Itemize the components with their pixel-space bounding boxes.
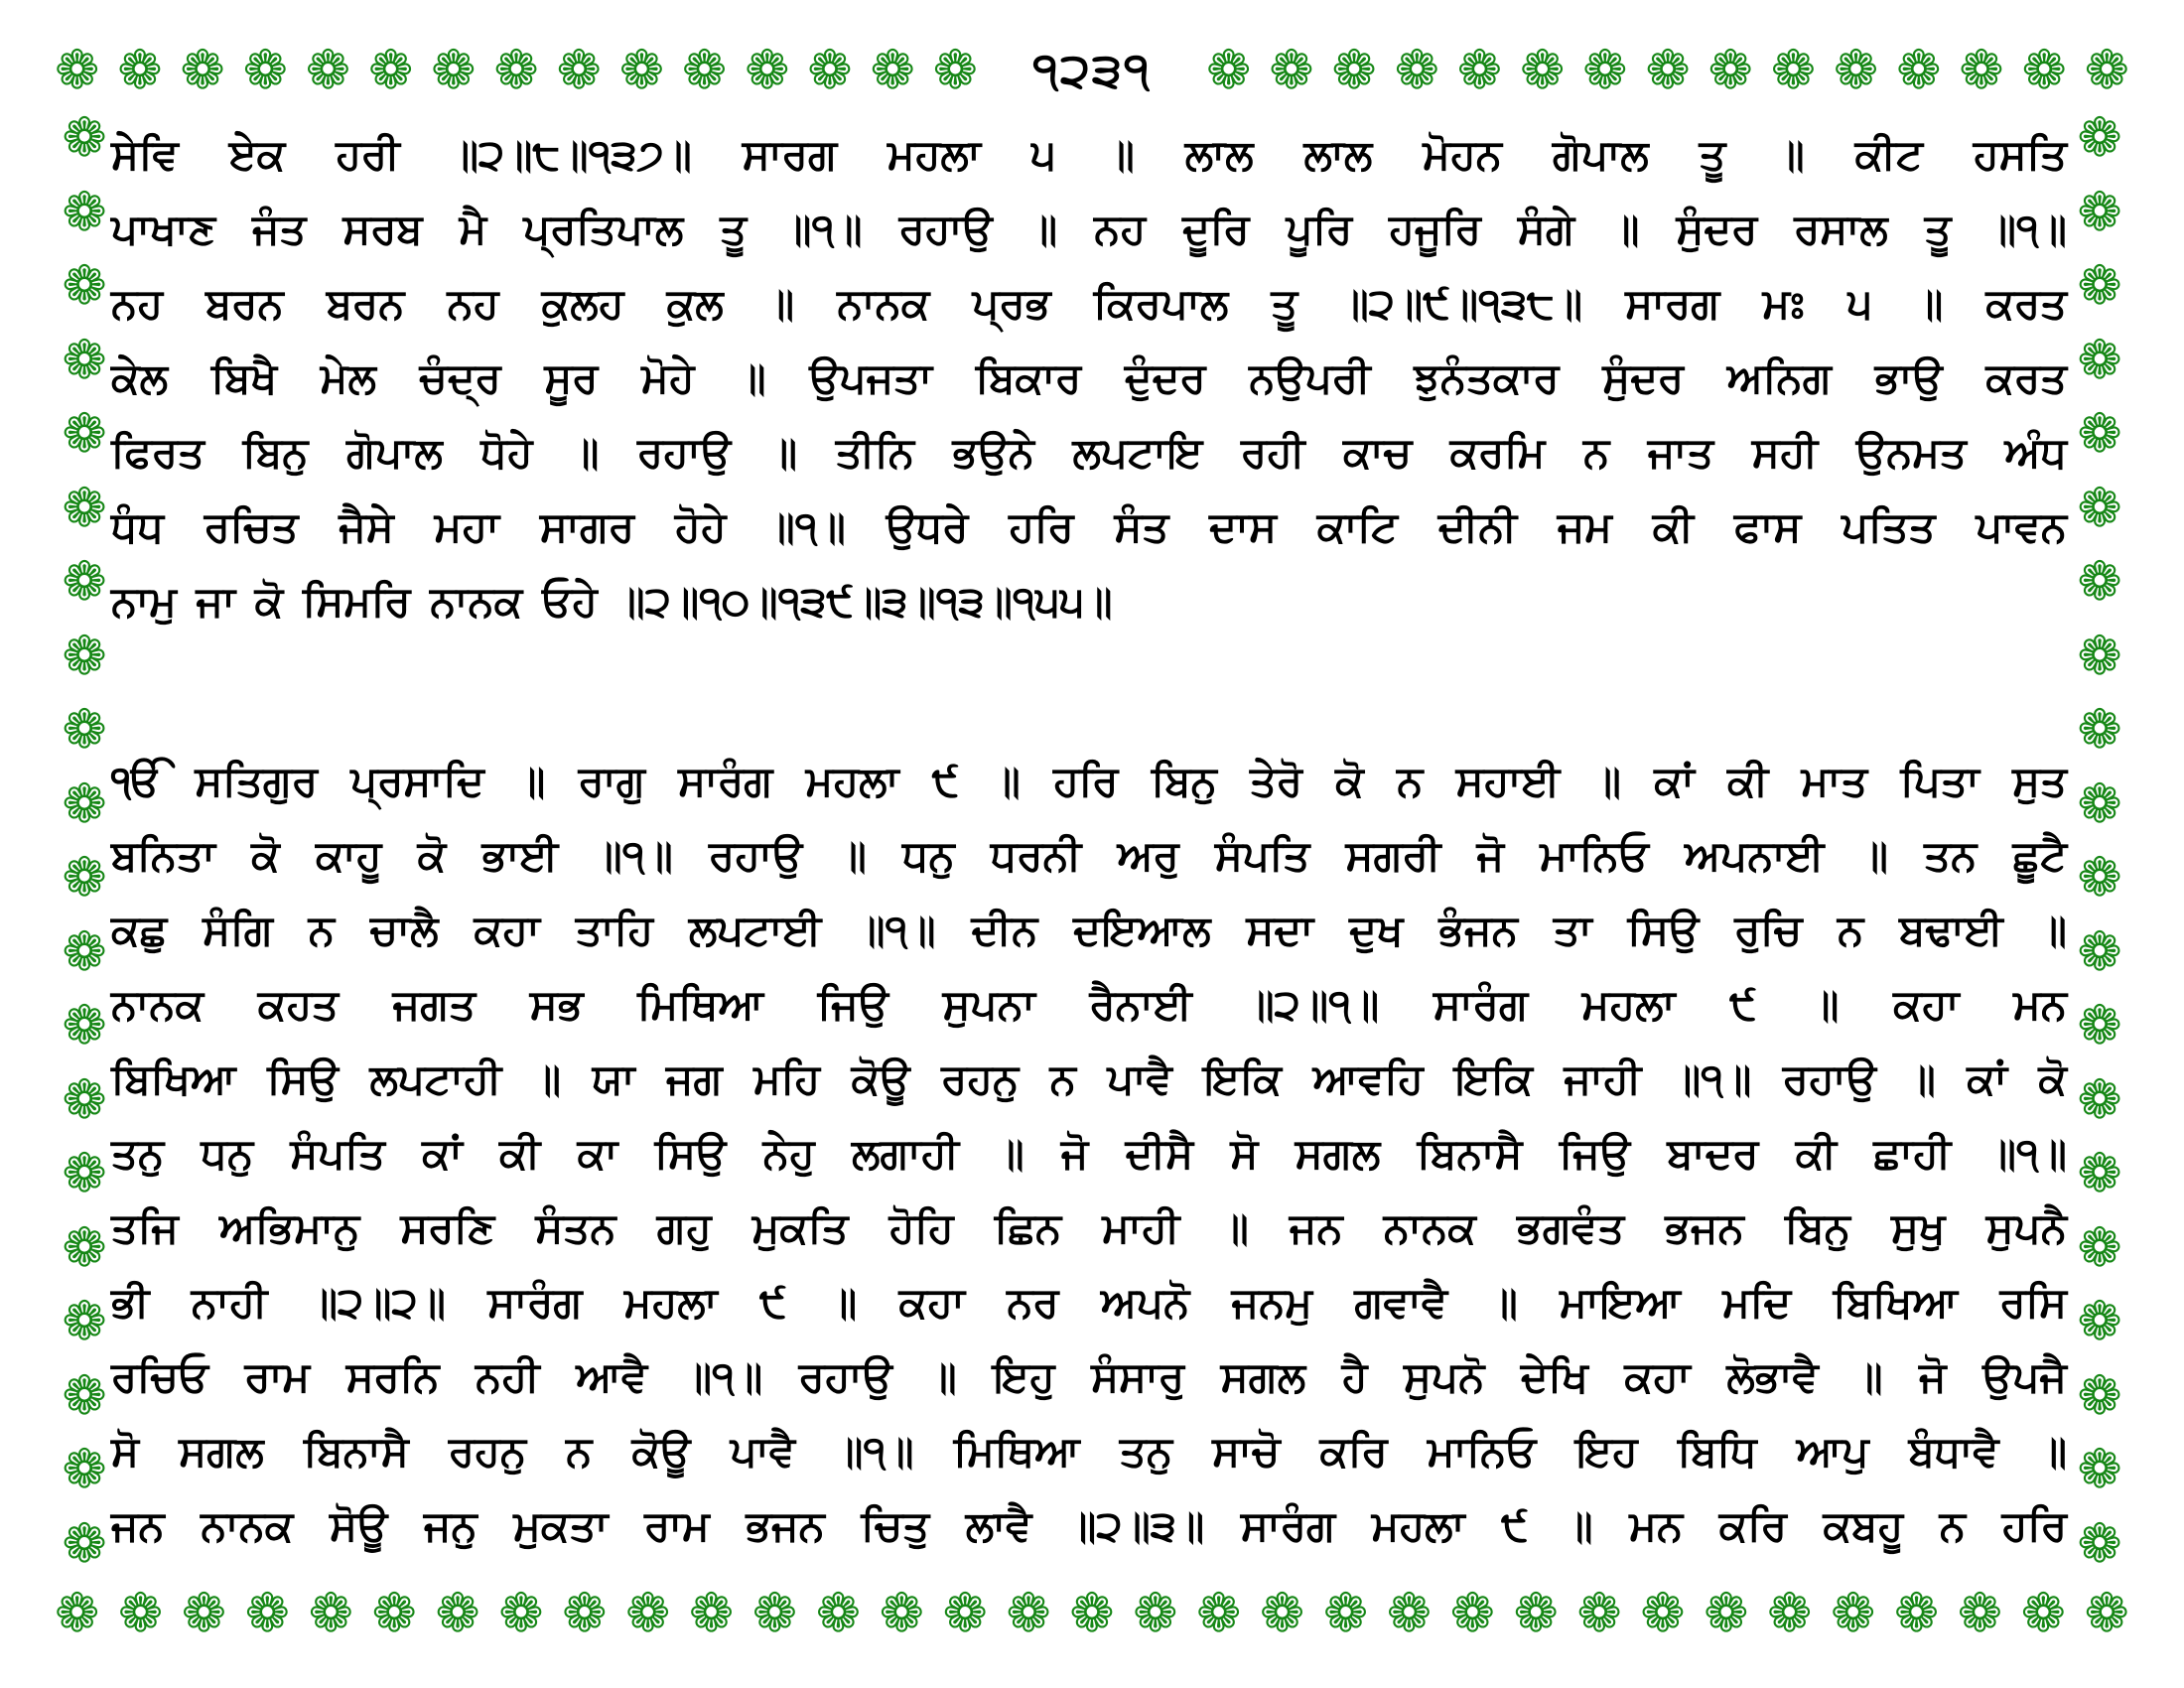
scripture-line: ਬਿਖਿਆ ਸਿਉ ਲਪਟਾਹੀ ॥ ਯਾ ਜਗ ਮਹਿ ਕੋਊ ਰਹਨੁ ਨ ਪਾਵੈ ਇਕਿ ਆਵਹਿ ਇਕਿ ਜਾਹੀ ॥੧॥ ਰਹਾਉ ॥ ਕਾਂ ਕੋ <box>111 1055 2067 1103</box>
flower-icon: ❁ <box>308 1582 353 1644</box>
flower-icon: ❁ <box>62 1363 107 1427</box>
flower-icon: ❁ <box>2077 1215 2122 1279</box>
flower-icon: ❁ <box>181 1582 227 1644</box>
flower-icon: ❁ <box>2077 1290 2122 1353</box>
flower-icon: ❁ <box>618 39 664 101</box>
flower-icon: ❁ <box>942 1582 988 1644</box>
flower-icon: ❁ <box>1394 39 1439 101</box>
flower-icon: ❁ <box>62 772 107 835</box>
flower-icon: ❁ <box>498 1582 544 1644</box>
flower-icon: ❁ <box>870 39 915 101</box>
flower-icon: ❁ <box>1576 1582 1622 1644</box>
scripture-line: ਤਨੁ ਧਨੁ ਸੰਪਤਿ ਕਾਂ ਕੀ ਕਾ ਸਿਉ ਨੇਹੁ ਲਗਾਹੀ ॥ ਜੋ ਦੀਸੈ ਸੋ ਸਗਲ ਬਿਨਾਸੈ ਜਿਉ ਬਾਦਰ ਕੀ ਛਾਹੀ ॥੧॥ <box>111 1129 2067 1178</box>
scripture-line: ਜਨ ਨਾਨਕ ਸੋਊ ਜਨੁ ਮੁਕਤਾ ਰਾਮ ਭਜਨ ਚਿਤੁ ਲਾਵੈ ॥੨॥੩॥ ਸਾਰੰਗ ਮਹਲਾ ੯ ॥ ਮਨ ਕਰਿ ਕਬਹੂ ਨ ਹਰਿ <box>111 1501 2067 1550</box>
flower-icon: ❁ <box>62 180 107 243</box>
border-left <box>50 106 119 1575</box>
flower-icon: ❁ <box>2077 1511 2122 1575</box>
flower-icon: ❁ <box>1582 39 1628 101</box>
scripture-line: ਫਿਰਤ ਬਿਨੁ ਗੋਪਾਲ ਧੋਹੇ ॥ ਰਹਾਉ ॥ ਤੀਨਿ ਭਉਨੇ ਲਪਟਾਇ ਰਹੀ ਕਾਚ ਕਰਮਿ ਨ ਜਾਤ ਸਹੀ ਉਨਮਤ ਅੰਧ <box>111 428 2067 477</box>
border-top-right-flowers <box>1206 39 2129 101</box>
flower-icon: ❁ <box>1707 39 1753 101</box>
flower-icon: ❁ <box>1833 39 1879 101</box>
scripture-line: ਰਚਿਓ ਰਾਮ ਸਰਨਿ ਨਹੀ ਆਵੈ ॥੧॥ ਰਹਾਉ ॥ ਇਹੁ ਸੰਸਾਰੁ ਸਗਲ ਹੈ ਸੁਪਨੋ ਦੇਖਿ ਕਹਾ ਲੋਭਾਵੈ ॥ ਜੋ ਉਪਜੈ <box>111 1352 2067 1401</box>
flower-icon: ❁ <box>2077 328 2122 391</box>
flower-icon: ❁ <box>2077 254 2122 318</box>
flower-icon: ❁ <box>2077 1142 2122 1205</box>
flower-icon: ❁ <box>1069 1582 1115 1644</box>
flower-icon: ❁ <box>62 106 107 169</box>
flower-icon: ❁ <box>62 1511 107 1575</box>
flower-icon: ❁ <box>2077 624 2122 687</box>
flower-icon: ❁ <box>62 846 107 910</box>
flower-icon: ❁ <box>62 1142 107 1205</box>
flower-icon: ❁ <box>1957 1582 2002 1644</box>
flower-icon: ❁ <box>62 254 107 318</box>
flower-icon: ❁ <box>62 919 107 983</box>
flower-icon: ❁ <box>1513 1582 1559 1644</box>
flower-icon: ❁ <box>2077 772 2122 835</box>
scripture-line: ਭੀ ਨਾਹੀ ॥੨॥੨॥ ਸਾਰੰਗ ਮਹਲਾ ੯ ॥ ਕਹਾ ਨਰ ਅਪਨੋ ਜਨਮੁ ਗਵਾਵੈ ॥ ਮਾਇਆ ਮਦਿ ਬਿਖਿਆ ਰਸਿ <box>111 1278 2067 1327</box>
scripture-line: ਤਜਿ ਅਭਿਮਾਨੁ ਸਰਣਿ ਸੰਤਨ ਗਹੁ ਮੁਕਤਿ ਹੋਹਿ ਛਿਨ ਮਾਹੀ ॥ ਜਨ ਨਾਨਕ ਭਗਵੰਤ ਭਜਨ ਬਿਨੁ ਸੁਖੁ ਸੁਪਨੈ <box>111 1203 2067 1252</box>
flower-icon: ❁ <box>62 476 107 539</box>
flower-icon: ❁ <box>1770 39 1816 101</box>
page-number: ੧੨੩੧ <box>1032 42 1152 98</box>
flower-icon: ❁ <box>1645 39 1691 101</box>
flower-icon: ❁ <box>2077 106 2122 169</box>
scripture-line: ਨਾਨਕ ਕਹਤ ਜਗਤ ਸਭ ਮਿਥਿਆ ਜਿਉ ਸੁਪਨਾ ਰੈਨਾਈ ॥੨॥੧॥ ਸਾਰੰਗ ਮਹਲਾ ੯ ॥ ਕਹਾ ਮਨ <box>111 980 2067 1029</box>
flower-icon: ❁ <box>2077 919 2122 983</box>
scripture-line: ਸੇਵਿ ਏਕ ਹਰੀ ॥੨॥੮॥੧੩੭॥ ਸਾਰਗ ਮਹਲਾ ੫ ॥ ਲਾਲ ਲਾਲ ਮੋਹਨ ਗੋਪਾਲ ਤੂ ॥ ਕੀਟ ਹਸਤਿ <box>111 130 2067 179</box>
flower-icon: ❁ <box>2020 1582 2066 1644</box>
shabad-block-rag-sarang-m9 <box>111 744 2067 1563</box>
flower-icon: ❁ <box>745 39 790 101</box>
border-top-left-flowers <box>55 39 978 101</box>
flower-icon: ❁ <box>435 1582 480 1644</box>
flower-icon: ❁ <box>367 39 414 101</box>
scripture-line: ਨਾਮੁ ਜਾ ਕੋ ਸਿਮਰਿ ਨਾਨਕ ਓਹੇ ॥੨॥੧੦॥੧੩੯॥੩॥੧੩॥੧੫੫॥ <box>111 577 1113 626</box>
flower-icon: ❁ <box>2077 476 2122 539</box>
flower-icon: ❁ <box>55 1582 100 1644</box>
flower-icon: ❁ <box>1196 1582 1242 1644</box>
flower-icon: ❁ <box>431 39 477 101</box>
flower-icon: ❁ <box>117 39 163 101</box>
border-bottom <box>55 1579 2129 1648</box>
flower-icon: ❁ <box>681 39 728 101</box>
scripture-line-ik-onkar: ੴ ਸਤਿਗੁਰ ਪ੍ਰਸਾਦਿ ॥ ਰਾਗੁ ਸਾਰੰਗ ਮਹਲਾ ੯ ॥ ਹਰਿ ਬਿਨੁ ਤੇਰੋ ਕੋ ਨ ਸਹਾਈ ॥ ਕਾਂ ਕੀ ਮਾਤ ਪਿਤਾ ਸੁਤ <box>111 757 2067 805</box>
border-right <box>2065 106 2134 1575</box>
flower-icon: ❁ <box>1893 1582 1940 1644</box>
flower-icon: ❁ <box>932 39 978 101</box>
scripture-line: ਸੋ ਸਗਲ ਬਿਨਾਸੈ ਰਹਨੁ ਨ ਕੋਊ ਪਾਵੈ ॥੧॥ ਮਿਥਿਆ ਤਨੁ ਸਾਚੋ ਕਰਿ ਮਾਨਿਓ ਇਹ ਬਿਧਿ ਆਪੁ ਬੰਧਾਵੈ ॥ <box>111 1427 2067 1476</box>
flower-icon: ❁ <box>2077 550 2122 614</box>
flower-icon: ❁ <box>2084 39 2129 101</box>
flower-icon: ❁ <box>1896 39 1942 101</box>
flower-icon: ❁ <box>1322 1582 1369 1644</box>
flower-icon: ❁ <box>2077 1067 2122 1131</box>
flower-icon: ❁ <box>1259 1582 1305 1644</box>
flower-icon: ❁ <box>62 1290 107 1353</box>
flower-icon: ❁ <box>62 402 107 466</box>
flower-icon: ❁ <box>815 1582 861 1644</box>
flower-icon: ❁ <box>242 39 288 101</box>
flower-icon: ❁ <box>62 1067 107 1131</box>
flower-icon: ❁ <box>751 1582 798 1644</box>
flower-icon: ❁ <box>1640 1582 1686 1644</box>
flower-icon: ❁ <box>62 994 107 1057</box>
flower-icon: ❁ <box>556 39 602 101</box>
scripture-line: ਕੇਲ ਬਿਖੈ ਮੇਲ ਚੰਦ੍ਰ ਸੂਰ ਮੋਹੇ ॥ ਉਪਜਤਾ ਬਿਕਾਰ ਦੁੰਦਰ ਨਉਪਰੀ ਝੁਨੰਤਕਾਰ ਸੁੰਦਰ ਅਨਿਗ ਭਾਉ ਕਰਤ <box>111 353 2067 402</box>
scripture-line: ਬਨਿਤਾ ਕੋ ਕਾਹੂ ਕੋ ਭਾਈ ॥੧॥ ਰਹਾਉ ॥ ਧਨੁ ਧਰਨੀ ਅਰੁ ਸੰਪਤਿ ਸਗਰੀ ਜੋ ਮਾਨਿਓ ਅਪਨਾਈ ॥ ਤਨ ਛੂਟੈ <box>111 831 2067 880</box>
flower-icon: ❁ <box>1386 1582 1432 1644</box>
flower-icon: ❁ <box>2077 846 2122 910</box>
flower-icon: ❁ <box>2084 1582 2129 1644</box>
flower-icon: ❁ <box>62 1215 107 1279</box>
flower-icon: ❁ <box>371 1582 417 1644</box>
flower-icon: ❁ <box>117 1582 164 1644</box>
flower-icon: ❁ <box>2021 39 2067 101</box>
flower-icon: ❁ <box>1133 1582 1178 1644</box>
flower-icon: ❁ <box>62 1438 107 1501</box>
flower-icon: ❁ <box>1269 39 1314 101</box>
flower-icon: ❁ <box>62 624 107 687</box>
scripture-line: ਨਹ ਬਰਨ ਬਰਨ ਨਹ ਕੁਲਹ ਕੁਲ ॥ ਨਾਨਕ ਪ੍ਰਭ ਕਿਰਪਾਲ ਤੂ ॥੨॥੯॥੧੩੮॥ ਸਾਰਗ ਮਃ ੫ ॥ ਕਰਤ <box>111 279 2067 328</box>
shabad-block-sarag-m5 <box>111 117 2067 638</box>
flower-icon: ❁ <box>2077 180 2122 243</box>
flower-icon: ❁ <box>55 39 100 101</box>
flower-icon: ❁ <box>62 550 107 614</box>
flower-icon: ❁ <box>1767 1582 1813 1644</box>
flower-icon: ❁ <box>2077 402 2122 466</box>
scripture-line: ਕਛੁ ਸੰਗਿ ਨ ਚਾਲੈ ਕਹਾ ਤਾਹਿ ਲਪਟਾਈ ॥੧॥ ਦੀਨ ਦਇਆਲ ਸਦਾ ਦੁਖ ਭੰਜਨ ਤਾ ਸਿਉ ਰੁਚਿ ਨ ਬਢਾਈ ॥ <box>111 906 2067 954</box>
flower-icon: ❁ <box>1331 39 1377 101</box>
scripture-content <box>111 117 2067 1563</box>
flower-icon: ❁ <box>1519 39 1566 101</box>
flower-icon: ❁ <box>807 39 853 101</box>
flower-icon: ❁ <box>2077 698 2122 762</box>
flower-icon: ❁ <box>1449 1582 1495 1644</box>
flower-icon: ❁ <box>688 1582 735 1644</box>
flower-icon: ❁ <box>1704 1582 1749 1644</box>
flower-icon: ❁ <box>62 698 107 762</box>
flower-icon: ❁ <box>1206 39 1252 101</box>
flower-icon: ❁ <box>625 1582 671 1644</box>
scripture-line: ਧੰਧ ਰਚਿਤ ਜੈਸੇ ਮਹਾ ਸਾਗਰ ਹੋਹੇ ॥੧॥ ਉਧਰੇ ਹਰਿ ਸੰਤ ਦਾਸ ਕਾਟਿ ਦੀਨੀ ਜਮ ਕੀ ਫਾਸ ਪਤਿਤ ਪਾਵਨ <box>111 502 2067 551</box>
flower-icon: ❁ <box>2077 1363 2122 1427</box>
flower-icon: ❁ <box>180 39 225 101</box>
flower-icon: ❁ <box>62 328 107 391</box>
flower-icon: ❁ <box>1959 39 2004 101</box>
border-top <box>55 36 2129 105</box>
flower-icon: ❁ <box>2077 1438 2122 1501</box>
flower-icon: ❁ <box>244 1582 290 1644</box>
flower-icon: ❁ <box>562 1582 608 1644</box>
flower-icon: ❁ <box>1830 1582 1876 1644</box>
flower-icon: ❁ <box>1456 39 1502 101</box>
flower-icon: ❁ <box>305 39 350 101</box>
flower-icon: ❁ <box>493 39 539 101</box>
scripture-line: ਪਾਖਾਣ ਜੰਤ ਸਰਬ ਮੈ ਪ੍ਰਤਿਪਾਲ ਤੂ ॥੧॥ ਰਹਾਉ ॥ ਨਹ ਦੂਰਿ ਪੂਰਿ ਹਜੂਰਿ ਸੰਗੇ ॥ ਸੁੰਦਰ ਰਸਾਲ ਤੂ ॥੧॥ <box>111 205 2067 253</box>
flower-icon: ❁ <box>879 1582 924 1644</box>
flower-icon: ❁ <box>2077 994 2122 1057</box>
flower-icon: ❁ <box>1006 1582 1051 1644</box>
